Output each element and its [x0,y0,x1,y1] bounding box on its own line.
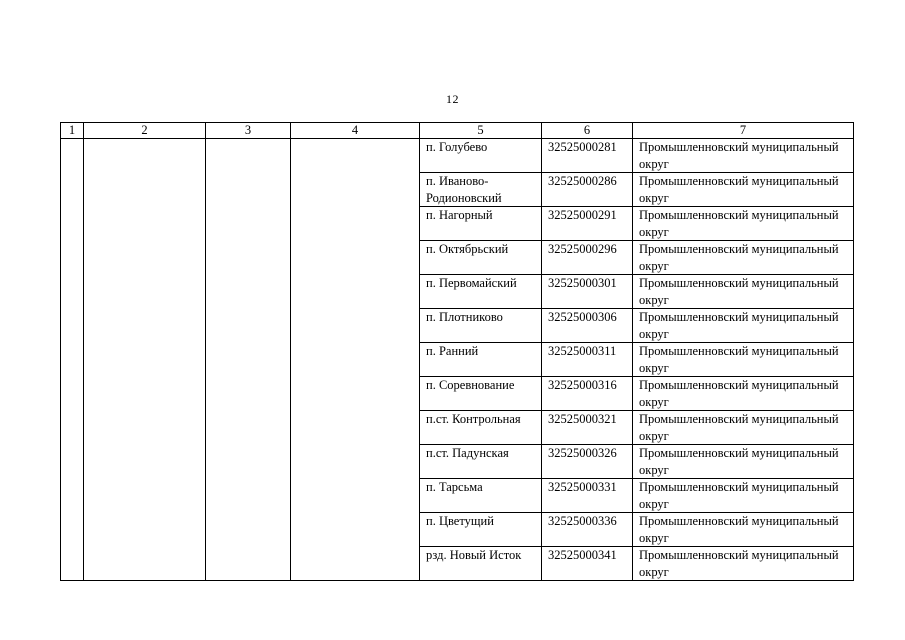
okato-code-cell: 32525000281 [542,139,633,173]
district-cell: Промышленновский муниципальный округ [633,139,854,173]
settlements-table [60,122,854,581]
district-cell: Промышленновский муниципальный округ [633,377,854,411]
district-cell: Промышленновский муниципальный округ [633,275,854,309]
district-cell: Промышленновский муниципальный округ [633,445,854,479]
table-row [61,139,854,173]
settlement-name-cell: п. Октябрьский [420,241,542,275]
district-cell: Промышленновский муниципальный округ [633,309,854,343]
okato-code-cell: 32525000316 [542,377,633,411]
district-cell: Промышленновский муниципальный округ [633,513,854,547]
okato-code-cell: 32525000296 [542,241,633,275]
okato-code-cell: 32525000331 [542,479,633,513]
settlement-name-cell: п. Первомайский [420,275,542,309]
okato-code-cell: 32525000311 [542,343,633,377]
settlement-name-cell: п. Нагорный [420,207,542,241]
district-cell: Промышленновский муниципальный округ [633,547,854,581]
column-header-2: 2 [84,123,206,139]
district-cell: Промышленновский муниципальный округ [633,479,854,513]
settlement-name-cell: рзд. Новый Исток [420,547,542,581]
district-cell: Промышленновский муниципальный округ [633,241,854,275]
district-cell: Промышленновский муниципальный округ [633,173,854,207]
settlement-name-cell: п.ст. Падунская [420,445,542,479]
column-header-7: 7 [633,123,854,139]
settlement-name-cell: п. Плотниково [420,309,542,343]
column-header-3: 3 [206,123,291,139]
settlement-name-cell: п.ст. Контрольная [420,411,542,445]
okato-code-cell: 32525000306 [542,309,633,343]
okato-code-cell: 32525000321 [542,411,633,445]
settlement-name-cell: п. Ранний [420,343,542,377]
okato-code-cell: 32525000301 [542,275,633,309]
district-cell: Промышленновский муниципальный округ [633,207,854,241]
okato-code-cell: 32525000326 [542,445,633,479]
okato-code-cell: 32525000286 [542,173,633,207]
settlement-name-cell: п. Иваново-Родионовский [420,173,542,207]
column-header-4: 4 [291,123,420,139]
okato-code-cell: 32525000291 [542,207,633,241]
empty-cell-col2 [84,139,206,581]
settlement-name-cell: п. Тарсьма [420,479,542,513]
table-header-row [61,123,854,139]
okato-code-cell: 32525000341 [542,547,633,581]
column-header-5: 5 [420,123,542,139]
district-cell: Промышленновский муниципальный округ [633,343,854,377]
column-header-6: 6 [542,123,633,139]
empty-cell-col3 [206,139,291,581]
empty-cell-col1 [61,139,84,581]
settlement-name-cell: п. Цветущий [420,513,542,547]
okato-code-cell: 32525000336 [542,513,633,547]
settlement-name-cell: п. Соревнование [420,377,542,411]
district-cell: Промышленновский муниципальный округ [633,411,854,445]
empty-cell-col4 [291,139,420,581]
column-header-1: 1 [61,123,84,139]
settlement-name-cell: п. Голубево [420,139,542,173]
page-number: 12 [446,92,459,106]
